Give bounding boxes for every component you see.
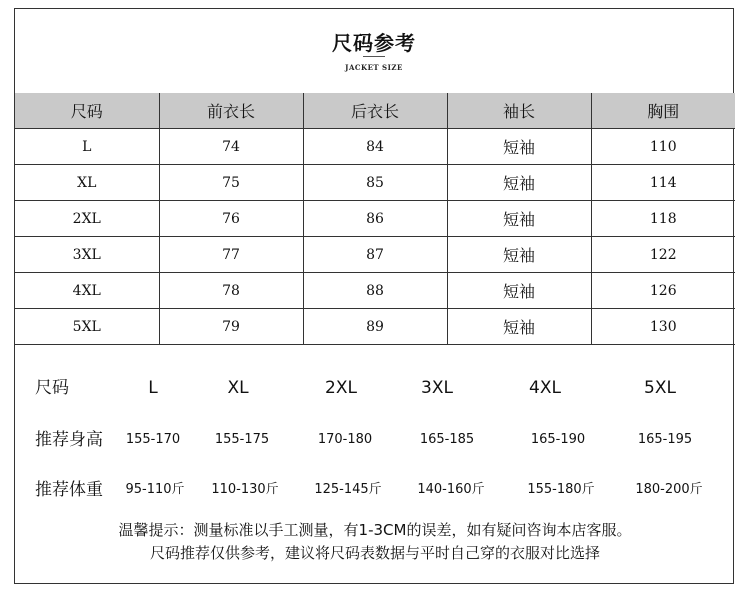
cell-chest: 110 xyxy=(591,129,735,165)
recommend-height-label: 推荐身高 xyxy=(35,430,103,450)
cell-sleeve-length: 短袖 xyxy=(447,237,591,273)
cell-sleeve-length: 短袖 xyxy=(447,129,591,165)
cell-chest: 118 xyxy=(591,201,735,237)
recommend-size-value: 4XL xyxy=(529,378,561,398)
recommend-height-value: 155-175 xyxy=(214,432,270,447)
cell-sleeve-length: 短袖 xyxy=(447,309,591,345)
recommend-size-label: 尺码 xyxy=(35,378,69,398)
column-header-front-length: 前衣长 xyxy=(159,93,303,129)
cell-back-length: 84 xyxy=(303,129,447,165)
column-header-size: 尺码 xyxy=(15,93,159,129)
recommend-height-value: 155-170 xyxy=(125,432,181,447)
recommend-size-value: 5XL xyxy=(644,378,676,398)
cell-front-length: 75 xyxy=(159,165,303,201)
cell-back-length: 86 xyxy=(303,201,447,237)
chart-subtitle: JACKET SIZE xyxy=(345,63,403,72)
cell-front-length: 76 xyxy=(159,201,303,237)
recommend-weight-value: 95-110斤 xyxy=(125,482,185,497)
cell-sleeve-length: 短袖 xyxy=(447,273,591,309)
column-header-back-length: 后衣长 xyxy=(303,93,447,129)
recommendation-section xyxy=(15,9,735,585)
cell-sleeve-length: 短袖 xyxy=(447,165,591,201)
cell-chest: 130 xyxy=(591,309,735,345)
recommend-weight-value: 125-145斤 xyxy=(314,482,382,497)
recommend-weight-row xyxy=(15,475,735,505)
recommend-weight-label: 推荐体重 xyxy=(35,480,103,500)
cell-front-length: 77 xyxy=(159,237,303,273)
cell-size: 5XL xyxy=(15,309,159,345)
cell-size: 4XL xyxy=(15,273,159,309)
recommend-weight-value: 110-130斤 xyxy=(211,482,279,497)
chart-title: 尺码参考 xyxy=(332,31,416,55)
cell-chest: 114 xyxy=(591,165,735,201)
cell-size: 2XL xyxy=(15,201,159,237)
recommend-height-value: 170-180 xyxy=(317,432,373,447)
recommend-size-value: XL xyxy=(227,378,249,398)
cell-back-length: 89 xyxy=(303,309,447,345)
recommend-size-value: 3XL xyxy=(421,378,453,398)
recommend-height-value: 165-195 xyxy=(637,432,693,447)
size-chart-frame xyxy=(14,8,734,584)
cell-back-length: 85 xyxy=(303,165,447,201)
measurement-tip: 温馨提示：测量标准以手工测量，有1-3CM的误差，如有疑问咨询本店客服。 xyxy=(118,521,632,539)
cell-chest: 122 xyxy=(591,237,735,273)
recommend-height-row xyxy=(15,425,735,455)
cell-sleeve-length: 短袖 xyxy=(447,201,591,237)
cell-size: XL xyxy=(15,165,159,201)
cell-front-length: 79 xyxy=(159,309,303,345)
cell-chest: 126 xyxy=(591,273,735,309)
column-header-sleeve-length: 袖长 xyxy=(447,93,591,129)
recommend-weight-value: 140-160斤 xyxy=(417,482,485,497)
recommend-height-value: 165-185 xyxy=(419,432,475,447)
recommend-height-value: 165-190 xyxy=(530,432,586,447)
recommend-weight-value: 155-180斤 xyxy=(527,482,595,497)
recommend-size-value: L xyxy=(148,378,158,398)
column-header-chest: 胸围 xyxy=(591,93,735,129)
cell-size: L xyxy=(15,129,159,165)
recommend-size-row xyxy=(15,373,735,403)
cell-back-length: 88 xyxy=(303,273,447,309)
cell-front-length: 78 xyxy=(159,273,303,309)
size-advice: 尺码推荐仅供参考，建议将尺码表数据与平时自己穿的衣服对比选择 xyxy=(149,544,600,562)
cell-front-length: 74 xyxy=(159,129,303,165)
cell-back-length: 87 xyxy=(303,237,447,273)
recommend-weight-value: 180-200斤 xyxy=(635,482,703,497)
cell-size: 3XL xyxy=(15,237,159,273)
recommend-size-value: 2XL xyxy=(325,378,357,398)
